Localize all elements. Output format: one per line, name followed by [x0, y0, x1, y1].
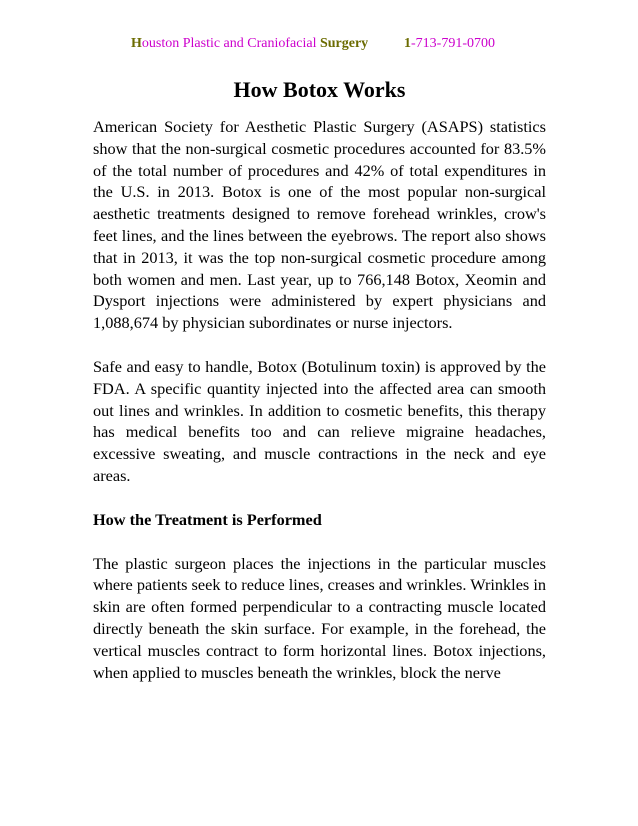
brand-last-word: Surgery	[319, 36, 369, 51]
paragraph-spacer	[93, 334, 546, 356]
phone-rest: -713-791-0700	[411, 36, 495, 51]
section-heading: How the Treatment is Performed	[93, 509, 322, 529]
paragraph-asaps-statistics: American Society for Aesthetic Plastic Surgery (ASAPS) statistics show that the non-surgical cosmetic procedures accounted for 83.5% of the total number of procedures and 42% of total expenditures in the U.S. in 2013. Botox is one of the most popular non-surgical aesthetic treatments designed to remove forehead wrinkles, crow's feet lines, and the lines between the eyebrows. The report also shows that in 2013, it was the top non-surgical cosmetic procedure among both women and men. Last year, up to 766,148 Botox, Xeomin and Dysport injections were administered by expert physicians and 1,088,674 by physician subordinates or nurse injectors.	[93, 117, 546, 333]
brand-first-letter: H	[131, 36, 142, 51]
paragraph-spacer	[93, 487, 546, 509]
page-title: How Botox Works	[233, 77, 406, 102]
brand-name: ouston Plastic and Craniofacial	[141, 36, 320, 51]
paragraph-spacer	[93, 531, 546, 553]
page-header	[131, 35, 551, 53]
paragraph-safety: Safe and easy to handle, Botox (Botulinum toxin) is approved by the FDA. A specific quantity injected into the affected area can smooth out lines and wrinkles. In addition to cosmetic benefits, this therapy has medical benefits too and can relieve migraine headaches, excessive sweating, and muscle contractions in the neck and eye areas.	[93, 356, 546, 485]
phone-lead-digit: 1	[404, 36, 411, 51]
article-body	[93, 76, 546, 683]
phone-number	[404, 35, 495, 53]
paragraph-treatment: The plastic surgeon places the injections in the particular muscles where patients seek to reduce lines, creases and wrinkles. Wrinkles in skin are often formed perpendicular to a contracting muscle located directly beneath the skin surface. For example, in the forehead, the vertical muscles contract to form horizontal lines. Botox injections, when applied to muscles beneath the wrinkles, block the nerve	[93, 553, 546, 682]
